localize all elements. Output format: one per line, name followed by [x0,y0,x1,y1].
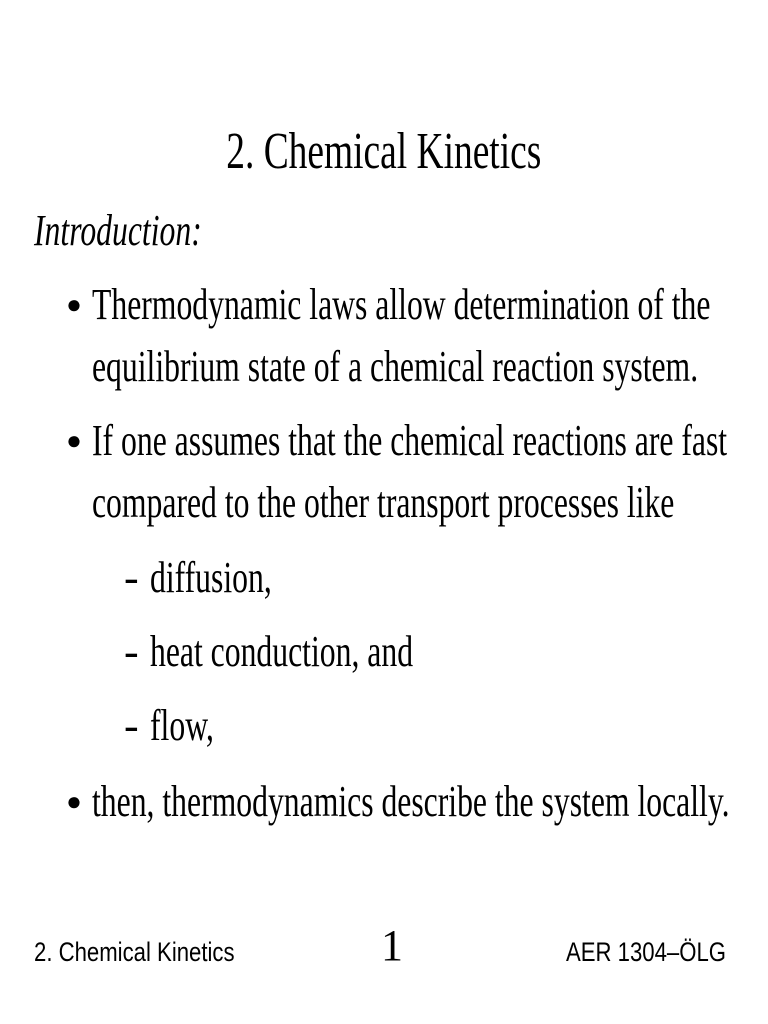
bullet-line: Thermodynamic laws allow determination of the [92,280,711,329]
section-subheading [34,205,267,257]
bullet-marker: ● [66,426,82,455]
footer-left-text: 2. Chemical Kinetics [34,937,235,967]
subheading-text: Introduction: [34,206,202,255]
bullet-line: then, thermodynamics describe the system locally. [92,777,730,826]
footer-right-text: AER 1304–ÖLG [566,937,727,967]
bullet-text [92,411,768,535]
sub-item-text: diffusion, [150,553,272,602]
footer-course-code [566,936,761,968]
sub-item-text: flow, [150,701,214,750]
bullet-marker: ● [66,290,82,319]
slide-title-text: 2. Chemical Kinetics [226,123,542,180]
bullet-line: equilibrium state of a chemical reaction system. [92,342,699,391]
bullet-marker: ● [66,787,82,816]
bullet-line: If one assumes that the chemical reactions are fast [92,416,728,465]
sub-item-marker: - [124,627,139,676]
bullet-text [92,275,768,399]
sub-item-text: heat conduction, and [150,627,414,676]
footer-course-title [34,936,279,968]
sub-item-marker: - [124,701,139,750]
page-number: 1 [381,921,403,970]
bullet-text [92,772,768,834]
bullet-line: compared to the other transport processes like [92,478,675,527]
sub-item-marker: - [124,553,139,602]
slide-title [0,122,768,182]
